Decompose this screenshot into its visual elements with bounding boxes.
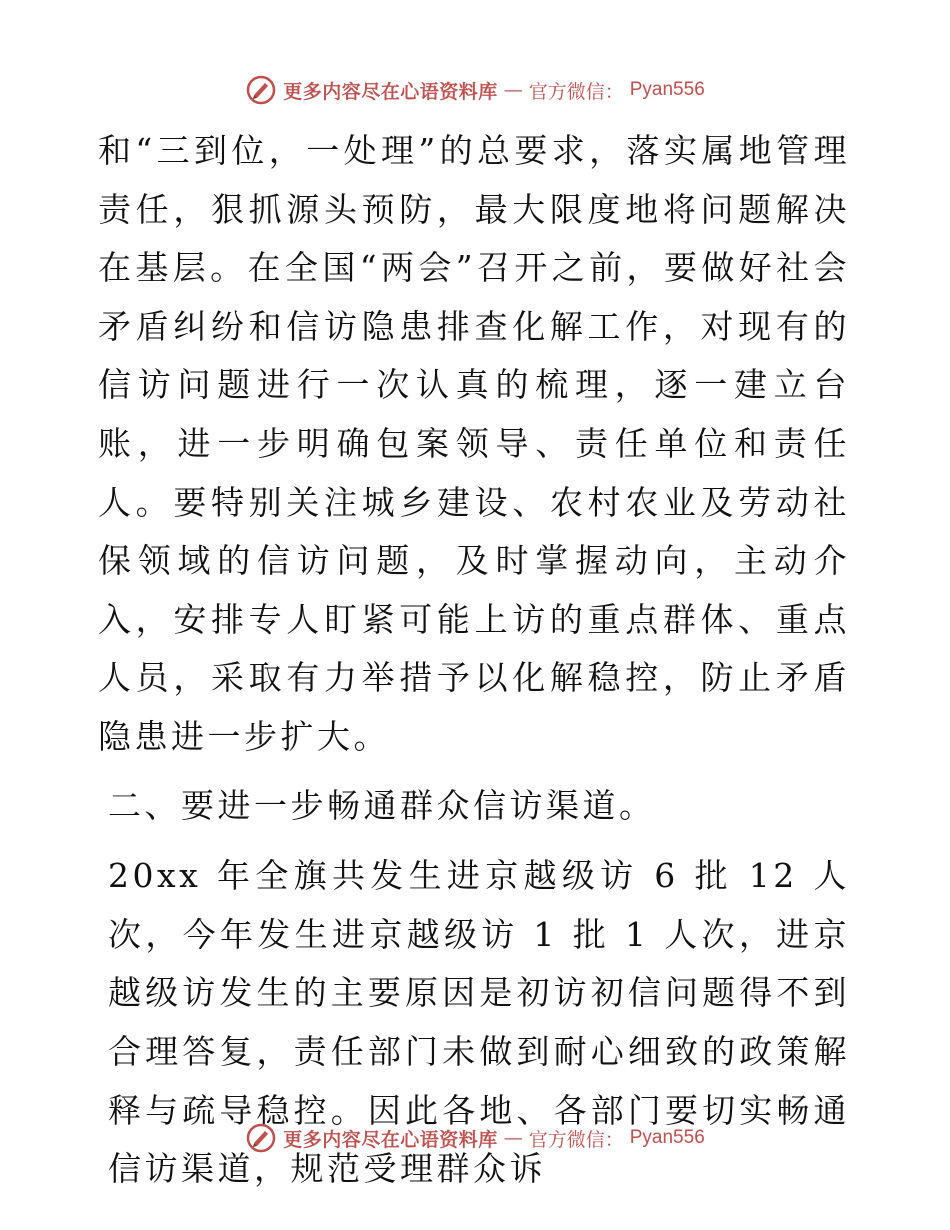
pen-circle-icon [245,1122,277,1154]
watermark-label: 官方微信： [528,1128,624,1151]
pen-circle-icon [245,74,277,106]
paragraph-1: 和“三到位，一处理”的总要求，落实属地管理责任，狠抓源头预防，最大限度地将问题解决在基层。在全国“两会”召开之前，要做好社会矛盾纠纷和信访隐患排查化解工作，对现有的信访问题进行一次认真的梳理，逐一建立台账，进一步明确包案领导、责任单位和责任人。要特别关注城乡建设、农村农业及劳动社保领域的信访问题，及时掌握动向，主动介入，安排专人盯紧可能上访的重点群体、重点人员，采取有力举措予以化解稳控，防止矛盾隐患进一步扩大。 [98,131,850,756]
footer-watermark [0,1118,950,1158]
watermark-id: Pyan556 [629,1127,705,1148]
watermark-text: 更多内容尽在心语资料库 [283,80,498,103]
watermark-label: 官方微信： [528,80,624,103]
watermark-separator: — [503,1127,523,1149]
paragraph-3: 20xx 年全旗共发生进京越级访 6 批 12 人次，今年发生进京越级访 1 批 1 人次，进京越级访发生的主要原因是初访初信问题得不到合理答复，责任部门未做到耐心细致的政策解释与疏导稳控。因此各地、各部门要切实畅通信访渠道，规范受理群众诉 [108,856,850,1189]
section-heading: 二、要进一步畅通群众信访渠道。 [108,785,656,825]
watermark-separator: — [503,79,523,101]
header-watermark [0,70,950,110]
document-body [98,122,850,1199]
watermark-text: 更多内容尽在心语资料库 [283,1128,498,1151]
watermark-id: Pyan556 [629,79,705,100]
